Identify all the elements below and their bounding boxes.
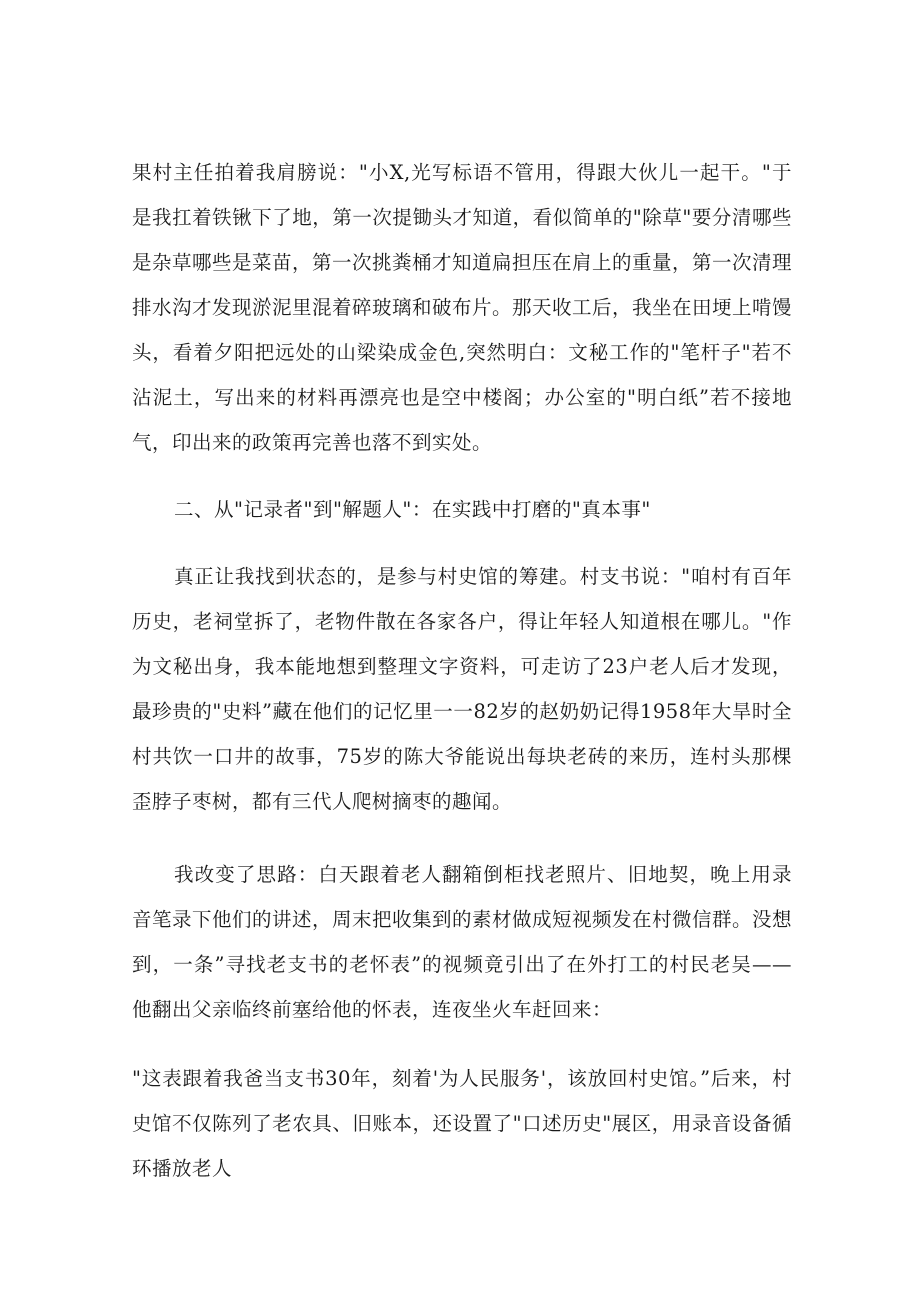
section-heading: 二、从"记录者"到"解题人"：在实践中打磨的"真本事" [174, 498, 651, 521]
paragraph-pocket-watch: "这表跟着我爸当支书30年，刻着'为人民服务'，该放回村史馆。”后来，村史馆不仅陈列了老农具、旧账本，还设置了"口述历史"展区，用录音设备循环播放老人 [132, 1067, 792, 1180]
paragraph-village-work: 果村主任拍着我肩膀说："小X,光写标语不管用，得跟大伙儿一起干。"于是我扛着铁锹下了地，第一次提锄头才知道，看似简单的"除草"要分清哪些是杂草哪些是菜苗，第一次挑粪桶才知道扁担压在肩上的重量，第一次清理排水沟才发现淤泥里混着碎玻璃和破布片。那天收工后，我坐在田埂上啃馒头，看着夕阳把远处的山梁染成金色,突然明白：文秘工作的"笔杆子"若不沾泥土，写出来的材料再漂亮也是空中楼阁；办公室的"明白纸”若不接地气，印出来的政策再完善也落不到实处。 [132, 161, 793, 454]
paragraph-changed-approach: 我改变了思路：白天跟着老人翻箱倒柜找老照片、旧地契，晚上用录音笔录下他们的讲述，周末把收集到的素材做成短视频发在村微信群。没想到，一条”寻找老支书的老怀表”的视频竟引出了在外打工的村民老吴——他翻出父亲临终前塞给他的怀表，连夜坐火车赶回来： [132, 863, 793, 1021]
document-body [132, 150, 792, 1191]
paragraph-village-history-museum: 真正让我找到状态的，是参与村史馆的筹建。村支书说："咱村有百年历史，老祠堂拆了，老物件散在各家各户，得让年轻人知道根在哪儿。"作为文秘出身，我本能地想到整理文字资料，可走访了23户老人后才发现，最珍贵的"史料”藏在他们的记忆里一一82岁的赵奶奶记得1958年大旱时全村共饮一口井的故事，75岁的陈大爷能说出每块老砖的来历，连村头那棵歪脖子枣树，都有三代人爬树摘枣的趣闻。 [132, 565, 792, 813]
